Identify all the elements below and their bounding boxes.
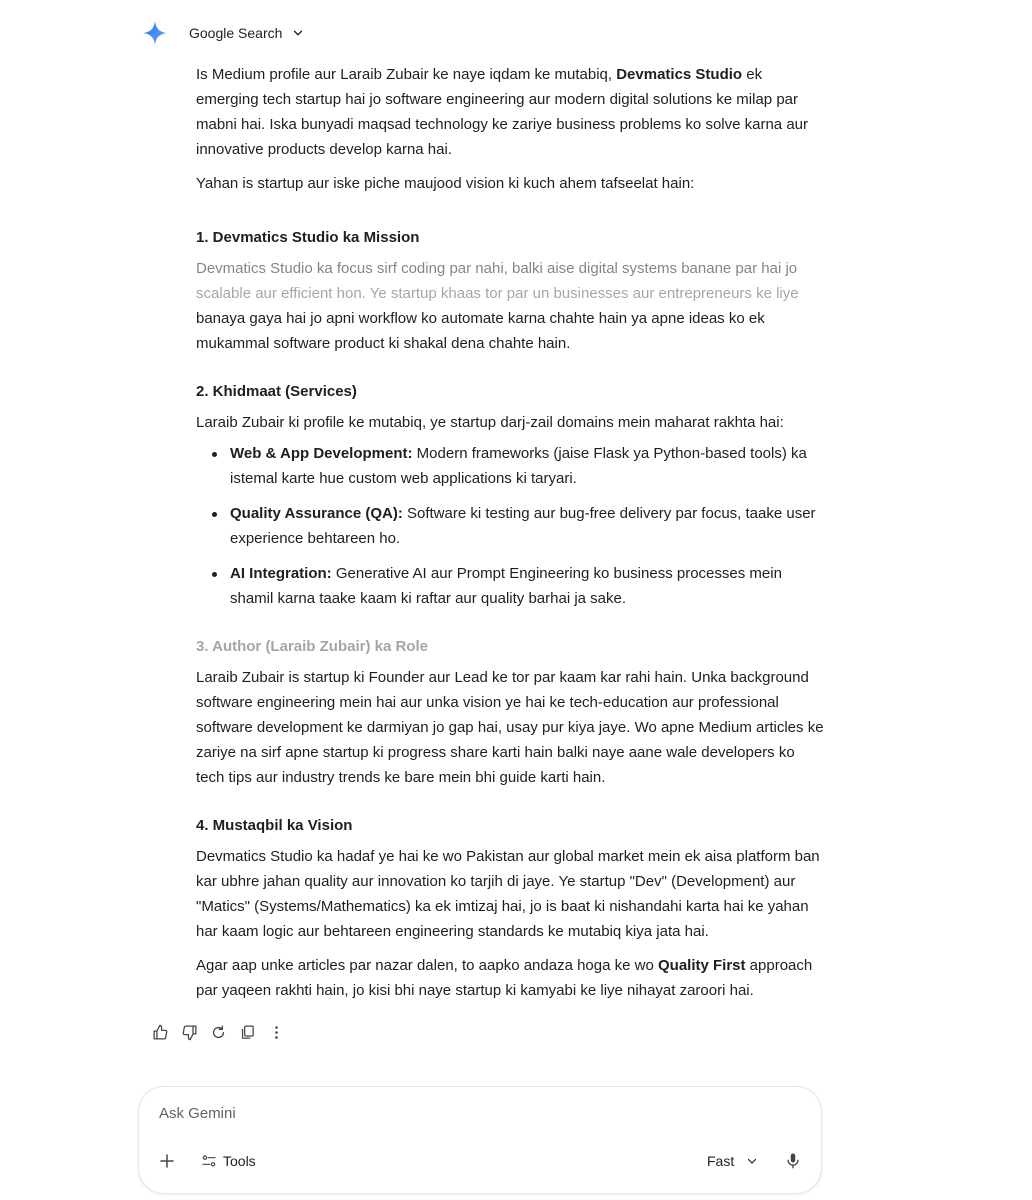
bullet-dot — [212, 512, 217, 517]
copy-icon[interactable] — [237, 1022, 257, 1042]
response-actions — [150, 1022, 295, 1042]
chevron-down-icon — [746, 1155, 758, 1167]
mission-line-1: Devmatics Studio ka focus sirf coding par nahi, balki aise digital systems banane par hai jo — [196, 260, 798, 277]
bullet-text: Generative AI aur Prompt Engineering ko business processes mein shamil karna taake kaam ki raftar aur quality barhai ja sake. — [230, 565, 782, 607]
list-item — [196, 501, 826, 551]
model-label: Fast — [707, 1153, 735, 1169]
thumbs-up-icon[interactable] — [150, 1022, 170, 1042]
section-heading-mission: 1. Devmatics Studio ka Mission — [196, 229, 420, 246]
add-button[interactable] — [157, 1151, 177, 1171]
list-item — [196, 561, 826, 611]
chevron-down-icon[interactable] — [291, 26, 305, 40]
mission-line-2: scalable aur efficient hon. Ye startup khaas tor par un businesses aur entrepreneurs ke liye — [196, 285, 799, 302]
tools-icon — [201, 1153, 217, 1169]
final-text-b: approach par yaqeen rakhti hain, jo kisi bhi naye startup ki kamyabi ke liye nihayat zaroori hai. — [196, 957, 813, 999]
services-intro: Laraib Zubair ki profile ke mutabiq, ye startup darj-zail domains mein maharat rakhta hai: — [196, 414, 784, 431]
list-item — [196, 441, 826, 491]
refresh-icon[interactable] — [208, 1022, 228, 1042]
bullet-text: Software ki testing aur bug-free delivery par focus, taake user experience behtareen ho. — [230, 505, 816, 547]
intro-text-a: Is Medium profile aur Laraib Zubair ke naye iqdam ke mutabiq, — [196, 66, 617, 83]
tools-label: Tools — [223, 1153, 256, 1169]
section-heading-author-role: 3. Author (Laraib Zubair) ka Role — [196, 638, 428, 655]
bullet-dot — [212, 572, 217, 577]
plus-icon — [158, 1152, 176, 1170]
final-paragraph — [196, 953, 826, 1003]
mission-rest: banaya gaya hai jo apni workflow ko automate karna chahte hain ya apne ideas ko ek mukammal software product ki shakal dena chahte hain. — [196, 310, 765, 352]
bullet-title: Quality Assurance (QA): — [230, 505, 403, 522]
gemini-sparkle-icon — [142, 20, 168, 46]
vision-paragraph: Devmatics Studio ka hadaf ye hai ke wo Pakistan aur global market mein ek aisa platform ban kar ubhre jahan quality aur innovation ko tarjih di jaye. Ye startup "Dev" (Development) aur "Matics" (Systems/Mathematics) ka ek imtizaj hai, jo is baat ki nishandahi karta hai ke yahan har kaam logic aur behtareen engineering standards ke mutabiq kiya jata hai. — [196, 848, 820, 940]
intro-paragraph-2: Yahan is startup aur iske piche maujood vision ki kuch ahem tafseelat hain: — [196, 175, 695, 192]
more-vert-icon[interactable] — [266, 1022, 286, 1042]
thumbs-down-icon[interactable] — [179, 1022, 199, 1042]
ask-gemini-input[interactable] — [159, 1105, 799, 1122]
bullet-title: AI Integration: — [230, 565, 332, 582]
source-label: Google Search — [189, 25, 283, 41]
tools-button[interactable] — [201, 1151, 256, 1171]
intro-text-b: ek emerging tech startup hai jo software engineering aur modern digital solutions ke milap par mabni hai. Iska bunyadi maqsad technology ke zariye business problems ko solve karna aur innovative products develop karna hai. — [196, 66, 808, 158]
bullet-dot — [212, 452, 217, 457]
author-role-paragraph: Laraib Zubair is startup ki Founder aur Lead ke tor par kaam kar rahi hain. Unka background software engineering mein hai aur unka vision ye hai ke tech-education aur professional software development ke darmiyan jo gap hai, usay pur kiya jaye. Wo apne Medium articles ke zariye na sirf apne startup ki progress share karti hain balki naye aane wale developers ko tech tips aur industry trends ke bare mein bhi guide karti hain. — [196, 669, 824, 786]
section-heading-vision: 4. Mustaqbil ka Vision — [196, 817, 353, 834]
response-header — [142, 20, 305, 46]
microphone-button[interactable] — [783, 1151, 803, 1171]
model-selector[interactable] — [707, 1151, 758, 1171]
services-list — [196, 441, 826, 611]
microphone-icon — [784, 1152, 802, 1170]
section-heading-services: 2. Khidmaat (Services) — [196, 383, 357, 400]
prompt-input-box — [138, 1086, 822, 1194]
bullet-text: Modern frameworks (jaise Flask ya Python-based tools) ka istemal karte hue custom web applications ki taryari. — [230, 445, 807, 487]
intro-bold-studio: Devmatics Studio — [616, 66, 743, 83]
intro-paragraph — [196, 62, 826, 162]
response-content — [196, 62, 826, 1003]
final-bold-quality: Quality First — [657, 957, 746, 974]
bullet-title: Web & App Development: — [230, 445, 413, 462]
final-text-a: Agar aap unke articles par nazar dalen, to aapko andaza hoga ke wo — [196, 957, 658, 974]
mission-paragraph — [196, 256, 826, 356]
